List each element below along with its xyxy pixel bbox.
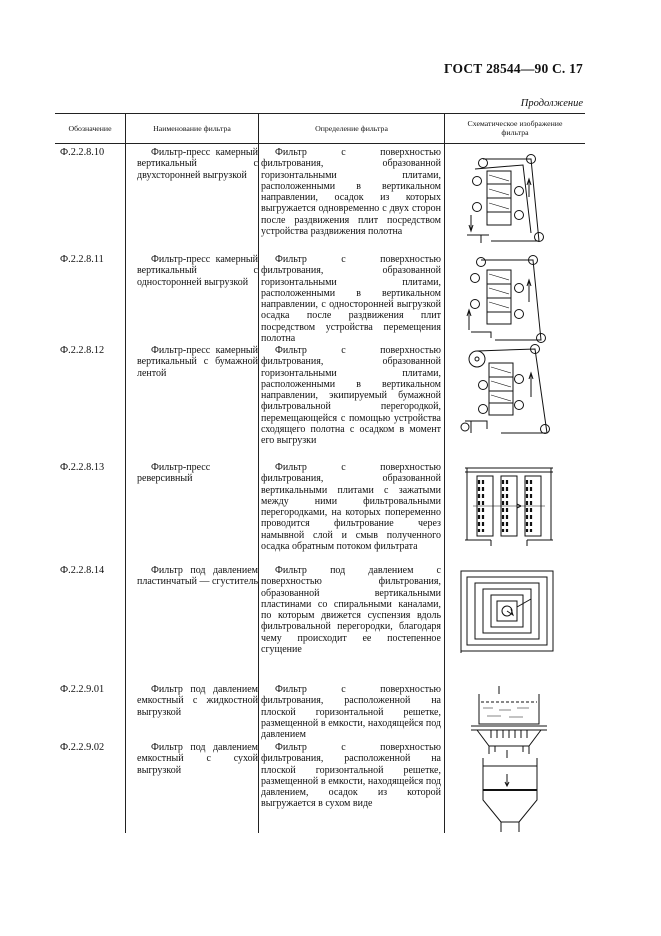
row-code: Ф.2.2.9.01 (60, 684, 105, 695)
row-code: Ф.2.2.8.13 (60, 462, 105, 473)
column-divider (444, 113, 445, 833)
row-definition: Фильтр с поверхностью фильтрования, образованной горизонтальными плитами, расположенными в вертикальном направлении, осадок из которых выгружается одновременно с двух сторон после раздвижения плит посредством устройства раздвижения полотна (261, 147, 441, 238)
row-definition: Фильтр с поверхностью фильтрования, расположенной на плоской горизонтальной решетке, размещенной в емкости, находящейся под давлением (261, 684, 441, 741)
row-definition: Фильтр с поверхностью фильтрования, образованной горизонтальными плитами, расположенными в вертикальном направлении, экипируемый бумажной фильтровальной перегородкой, перемещающейся с помощью устройства сходящего полотна с осадком в момент его выгрузки (261, 345, 441, 447)
column-divider (125, 113, 126, 833)
row-name: Фильтр под давлением емкостный с жидкостной выгрузкой (137, 684, 258, 718)
column-header-designation: Обозначение (68, 123, 112, 133)
column-header-definition: Определение фильтра (315, 123, 388, 133)
row-name: Фильтр-пресс камерный вертикальный с односторонней выгрузкой (137, 254, 258, 288)
row-code: Ф.2.2.9.02 (60, 742, 105, 753)
column-header-name: Наименование фильтра (153, 123, 231, 133)
row-code: Ф.2.2.8.10 (60, 147, 105, 158)
row-name: Фильтр-пресс реверсивный (137, 462, 211, 485)
row-name: Фильтр-пресс камерный вертикальный с двухсторонней выгрузкой (137, 147, 258, 181)
continuation-label: Продолжение (520, 98, 583, 109)
header-bottom-rule (55, 143, 585, 144)
tank-filter-dry-discharge-scheme (471, 750, 551, 834)
row-name: Фильтр под давлением емкостный с сухой выгрузкой (137, 742, 258, 776)
page-header: ГОСТ 28544—90 С. 17 (444, 61, 583, 76)
filter-table (55, 113, 585, 833)
column-divider (258, 113, 259, 833)
plate-thickener-scheme (459, 569, 555, 653)
reversible-filter-press-scheme (461, 466, 557, 546)
row-definition: Фильтр с поверхностью фильтрования, образованной горизонтальными плитами, расположенными в вертикальном направлении, с односторонней выгрузкой осадка после раздвижения плит посредством устройства перемещения полотна (261, 254, 441, 345)
filter-press-single-discharge-scheme (461, 252, 553, 344)
row-code: Ф.2.2.8.12 (60, 345, 105, 356)
filter-press-double-discharge-scheme (461, 151, 553, 243)
row-code: Ф.2.2.8.14 (60, 565, 105, 576)
row-code: Ф.2.2.8.11 (60, 254, 104, 265)
row-definition: Фильтр под давлением с поверхностью фильтрования, образованной вертикальными пластинами со спиральными каналами, по которым движется суспензия вдоль фильтровальной перегородки, благодаря чему происходит ее постепенное сгущение (261, 565, 441, 656)
row-name: Фильтр-пресс камерный вертикальный с бумажной лентой (137, 345, 258, 379)
row-definition: Фильтр с поверхностью фильтрования, образованной вертикальными плитами с зажатыми между ними фильтровальными перегородками, на которых попеременно проводится фильтрование через намывной слой и смыв полученного осадка обратным потоком фильтрата (261, 462, 441, 553)
row-name: Фильтр под давлением пластинчатый — сгуститель (137, 565, 259, 588)
filter-press-paper-tape-scheme (457, 337, 557, 437)
column-header-scheme: Схематическое изображение фильтра (467, 119, 563, 137)
row-definition: Фильтр с поверхностью фильтрования, расположенной на плоской горизонтальной решетке, размещенной в емкости, находящейся под давлением, осадок из которой выгружается в сухом виде (261, 742, 441, 810)
